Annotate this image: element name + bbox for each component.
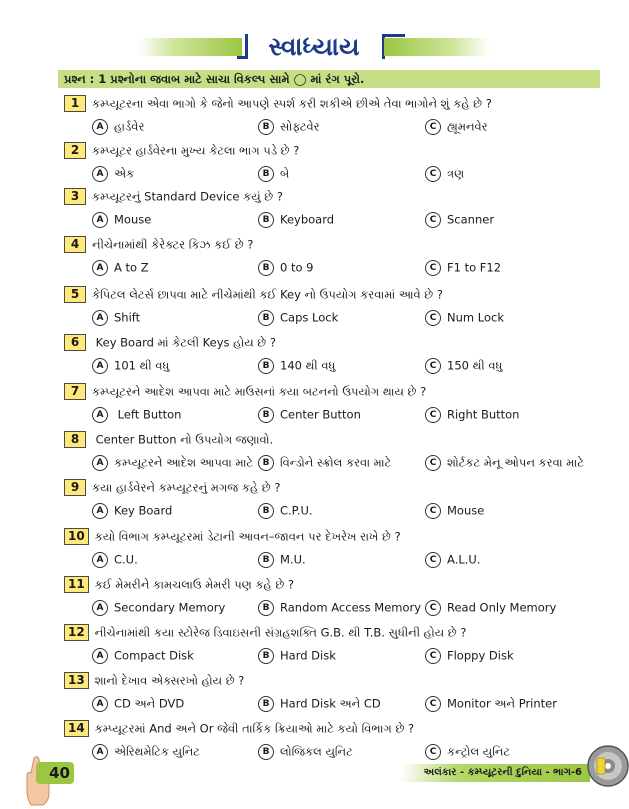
- question-text: નીચેનામાંથી કયા સ્ટોરેજ ડિવાઇસની સંગ્રહશક્તિ G.B. થી T.B. સુધીની હોય છે ?: [94, 625, 467, 640]
- option-circle[interactable]: A: [92, 552, 108, 568]
- option-text: Mouse: [114, 212, 152, 227]
- option-text: એરિથમેટિક યુનિટ: [114, 744, 200, 759]
- option-a[interactable]: [92, 308, 140, 327]
- page-title: સ્વાધ્યાય: [268, 32, 360, 61]
- option-c[interactable]: [425, 742, 510, 761]
- option-circle[interactable]: C: [425, 310, 441, 326]
- option-text: Caps Lock: [280, 310, 339, 325]
- option-circle[interactable]: A: [92, 212, 108, 228]
- option-text: કન્ટ્રોલ યુનિટ: [447, 744, 511, 759]
- option-circle[interactable]: B: [258, 166, 274, 182]
- option-circle[interactable]: A: [92, 310, 108, 326]
- header-bar-right: [384, 38, 490, 56]
- option-circle[interactable]: B: [258, 503, 274, 519]
- option-circle[interactable]: B: [258, 648, 274, 664]
- header-bracket-left: [237, 34, 248, 59]
- question-number: 2: [64, 142, 86, 159]
- option-c[interactable]: [425, 117, 488, 136]
- option-c[interactable]: [425, 501, 484, 520]
- option-c[interactable]: [425, 405, 519, 424]
- option-b[interactable]: [258, 646, 336, 665]
- option-b[interactable]: [258, 598, 421, 617]
- option-text: CD અને DVD: [114, 696, 185, 711]
- option-circle[interactable]: B: [258, 212, 274, 228]
- option-circle[interactable]: B: [258, 358, 274, 374]
- question-text: કઈ મેમરીને કામચલાઉ મેમરી પણ કહે છે ?: [94, 577, 295, 592]
- option-a[interactable]: [92, 164, 134, 183]
- option-text: A to Z: [114, 260, 149, 275]
- option-a[interactable]: [92, 453, 253, 472]
- question-number: 13: [64, 672, 89, 689]
- option-text: Num Lock: [447, 310, 504, 325]
- option-a[interactable]: [92, 550, 138, 569]
- header-bar-left: [138, 38, 242, 56]
- option-text: Random Access Memory: [280, 600, 422, 615]
- instruction-banner: પ્રશ્ન : 1 પ્રશ્નોના જવાબ માટે સાચા વિકલ્પ સામે ◯ માં રંગ પૂરો.: [58, 70, 600, 88]
- question-text: કમ્પ્યૂટર હાર્ડવેરના મુખ્ય કેટલા ભાગ પડે છે ?: [92, 143, 300, 158]
- option-c[interactable]: [425, 210, 494, 229]
- option-circle[interactable]: A: [92, 166, 108, 182]
- option-circle[interactable]: C: [425, 407, 441, 423]
- cd-disk-icon: [586, 744, 629, 788]
- option-text: Read Only Memory: [447, 600, 557, 615]
- option-c[interactable]: [425, 598, 556, 617]
- page-header: [0, 30, 629, 66]
- question-text: કમ્પ્યૂટરનું Standard Device કયું છે ?: [92, 189, 283, 204]
- option-text: Compact Disk: [114, 648, 194, 663]
- option-circle[interactable]: B: [258, 744, 274, 760]
- option-a[interactable]: [92, 258, 149, 277]
- question-6: [64, 333, 276, 352]
- question-text: નીચેનામાંથી કેરેક્ટર કિઝ કઈ છે ?: [92, 237, 254, 252]
- option-circle[interactable]: A: [92, 648, 108, 664]
- question-number: 10: [64, 528, 89, 545]
- option-circle[interactable]: A: [92, 503, 108, 519]
- question-7: [64, 382, 426, 401]
- book-title: અલંકાર - કમ્પ્યૂટરની દુનિયા - ભાગ-6: [400, 764, 590, 782]
- option-circle[interactable]: C: [425, 648, 441, 664]
- option-a[interactable]: [92, 742, 200, 761]
- option-text: 140 થી વધુ: [280, 358, 336, 373]
- option-text: A.L.U.: [447, 552, 481, 567]
- question-number: 9: [64, 479, 86, 496]
- option-text: Keyboard: [280, 212, 335, 227]
- option-c[interactable]: [425, 356, 502, 375]
- option-circle[interactable]: C: [425, 358, 441, 374]
- option-circle[interactable]: C: [425, 166, 441, 182]
- option-text: સોફ્ટવેર: [280, 119, 320, 134]
- option-circle[interactable]: C: [425, 503, 441, 519]
- option-b[interactable]: [258, 694, 381, 713]
- option-text: વિન્ડોને સ્ક્રોલ કરવા માટે: [280, 455, 392, 470]
- option-circle[interactable]: C: [425, 552, 441, 568]
- option-a[interactable]: [92, 405, 181, 424]
- option-c[interactable]: [425, 308, 504, 327]
- question-text: કમ્પ્યૂટરના એવા ભાગો કે જેનો આપણે સ્પર્શ કરી શકીએ છીએ તેવા ભાગોને શું કહે છે ?: [92, 96, 492, 111]
- question-14: [64, 719, 414, 738]
- question-8: [64, 430, 273, 449]
- question-text: Center Button નો ઉપયોગ જણાવો.: [92, 432, 274, 447]
- option-circle[interactable]: A: [92, 358, 108, 374]
- option-circle[interactable]: B: [258, 552, 274, 568]
- question-text: કમ્પ્યૂટરને આદેશ આપવા માટે માઉસનાં કયા બટનનો ઉપયોગ થાય છે ?: [92, 384, 427, 399]
- question-number: 12: [64, 624, 89, 641]
- option-circle[interactable]: C: [425, 696, 441, 712]
- question-1: [64, 94, 492, 113]
- option-circle[interactable]: C: [425, 744, 441, 760]
- question-4: [64, 235, 253, 254]
- option-a[interactable]: [92, 694, 184, 713]
- option-text: Hard Disk: [280, 648, 336, 663]
- option-c[interactable]: [425, 694, 557, 713]
- option-text: Floppy Disk: [447, 648, 514, 663]
- question-2: [64, 141, 299, 160]
- option-circle[interactable]: A: [92, 696, 108, 712]
- option-text: Shift: [114, 310, 141, 325]
- option-text: Monitor અને Printer: [447, 696, 557, 711]
- option-b[interactable]: [258, 210, 334, 229]
- option-text: M.U.: [280, 552, 306, 567]
- question-number: 14: [64, 720, 89, 737]
- option-text: એક: [114, 166, 135, 181]
- question-13: [64, 671, 244, 690]
- option-text: કમ્પ્યૂટરને આદેશ આપવા માટે: [114, 455, 254, 470]
- option-text: F1 to F12: [447, 260, 502, 275]
- option-a[interactable]: [92, 501, 172, 520]
- option-c[interactable]: [425, 258, 501, 277]
- question-number: 3: [64, 188, 86, 205]
- option-circle[interactable]: A: [92, 260, 108, 276]
- question-text: કયો વિભાગ કમ્પ્યૂટરમાં ડેટાની આવન–જાવન પર દેખરેખ રાખે છે ?: [94, 529, 401, 544]
- option-text: 0 to 9: [280, 260, 314, 275]
- option-a[interactable]: [92, 356, 169, 375]
- option-c[interactable]: [425, 453, 584, 472]
- option-b[interactable]: [258, 453, 391, 472]
- option-circle[interactable]: C: [425, 600, 441, 616]
- option-text: Key Board: [114, 503, 173, 518]
- question-text: કયા હાર્ડવેરને કમ્પ્યૂટરનું મગજ કહે છે ?: [92, 480, 281, 495]
- option-a[interactable]: [92, 117, 144, 136]
- option-a[interactable]: [92, 210, 151, 229]
- question-text: કમ્પ્યૂટરમાં And અને Or જેવી તાર્કિક ક્રિયાઓ માટે કયો વિભાગ છે ?: [94, 721, 415, 736]
- option-circle[interactable]: B: [258, 600, 274, 616]
- question-number: 6: [64, 334, 86, 351]
- question-5: [64, 285, 443, 304]
- question-number: 8: [64, 431, 86, 448]
- option-b[interactable]: [258, 356, 335, 375]
- option-b[interactable]: [258, 258, 314, 277]
- option-circle[interactable]: A: [92, 455, 108, 471]
- option-text: Scanner: [447, 212, 495, 227]
- option-b[interactable]: [258, 405, 361, 424]
- option-text: હ્યૂમનવેર: [447, 119, 488, 134]
- option-text: 101 થી વધુ: [114, 358, 170, 373]
- option-circle[interactable]: C: [425, 212, 441, 228]
- option-b[interactable]: [258, 308, 338, 327]
- question-number: 7: [64, 383, 86, 400]
- option-b[interactable]: [258, 117, 320, 136]
- option-a[interactable]: [92, 598, 225, 617]
- option-text: Left Button: [114, 407, 182, 422]
- option-a[interactable]: [92, 646, 194, 665]
- option-b[interactable]: [258, 550, 306, 569]
- option-c[interactable]: [425, 646, 514, 665]
- option-circle[interactable]: B: [258, 310, 274, 326]
- option-circle[interactable]: A: [92, 119, 108, 135]
- question-number: 1: [64, 95, 86, 112]
- option-text: Mouse: [447, 503, 485, 518]
- option-circle[interactable]: A: [92, 407, 108, 423]
- question-number: 11: [64, 576, 89, 593]
- question-text: કેપિટલ લેટર્સ છાપવા માટે નીચેમાંથી કઈ Key નો ઉપયોગ કરવામાં આવે છે ?: [92, 287, 443, 302]
- option-circle[interactable]: A: [92, 600, 108, 616]
- option-circle[interactable]: B: [258, 455, 274, 471]
- question-text: Key Board માં કેટલી Keys હોય છે ?: [92, 335, 276, 350]
- option-b[interactable]: [258, 501, 313, 520]
- option-text: Secondary Memory: [114, 600, 226, 615]
- option-b[interactable]: [258, 164, 289, 183]
- option-text: ત્રણ: [447, 166, 465, 181]
- question-11: [64, 575, 294, 594]
- option-text: લોજિકલ યુનિટ: [280, 744, 353, 759]
- question-number: 5: [64, 286, 86, 303]
- option-circle[interactable]: B: [258, 119, 274, 135]
- option-circle[interactable]: A: [92, 744, 108, 760]
- option-c[interactable]: [425, 550, 480, 569]
- option-text: C.P.U.: [280, 503, 313, 518]
- option-text: બે: [280, 166, 290, 181]
- option-text: C.U.: [114, 552, 138, 567]
- option-text: હાર્ડવેર: [114, 119, 145, 134]
- question-12: [64, 623, 466, 642]
- option-c[interactable]: [425, 164, 464, 183]
- page-number: 40: [36, 762, 74, 784]
- question-9: [64, 478, 280, 497]
- option-circle[interactable]: B: [258, 260, 274, 276]
- question-text: શાનો દેખાવ એક્સરખો હોય છે ?: [94, 673, 245, 688]
- question-number: 4: [64, 236, 86, 253]
- option-text: Right Button: [447, 407, 520, 422]
- option-circle[interactable]: B: [258, 696, 274, 712]
- option-circle[interactable]: C: [425, 119, 441, 135]
- option-b[interactable]: [258, 742, 353, 761]
- option-circle[interactable]: C: [425, 455, 441, 471]
- question-10: [64, 527, 401, 546]
- option-text: Center Button: [280, 407, 361, 422]
- option-text: શોર્ટકટ મેનૂ ઓપન કરવા માટે: [447, 455, 584, 470]
- option-circle[interactable]: B: [258, 407, 274, 423]
- option-text: 150 થી વધુ: [447, 358, 503, 373]
- option-circle[interactable]: C: [425, 260, 441, 276]
- option-text: Hard Disk અને CD: [280, 696, 381, 711]
- question-3: [64, 187, 283, 206]
